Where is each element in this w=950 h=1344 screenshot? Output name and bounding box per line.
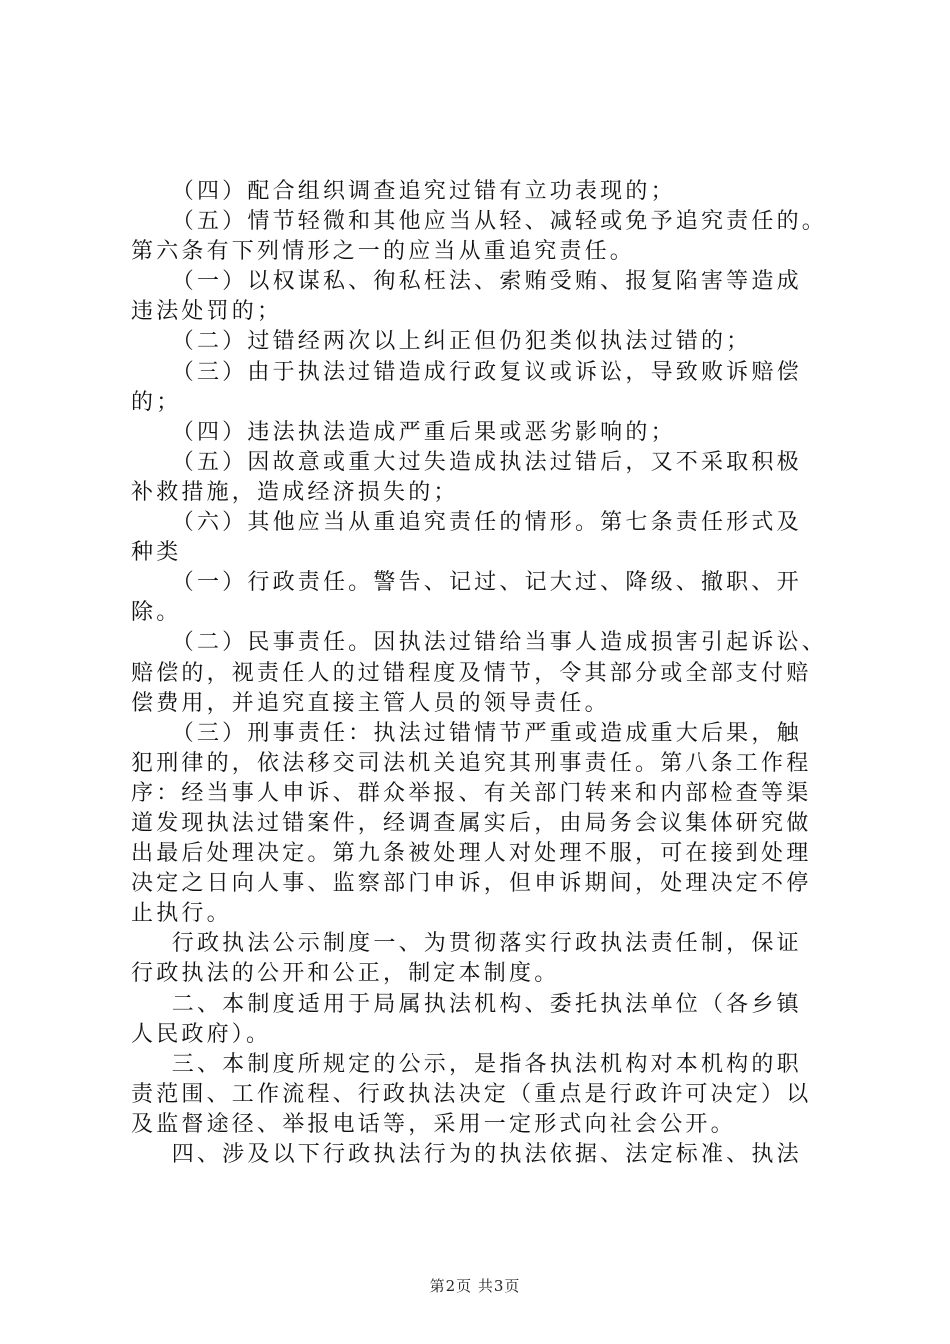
text-line: 除。 — [131, 600, 182, 626]
text-line: （四）配合组织调查追究过错有立功表现的； — [131, 179, 676, 204]
text-line: 责范围、工作流程、行政执法决定（重点是行政许可决定）以 — [131, 1081, 812, 1107]
text-line: 违法处罚的； — [131, 299, 283, 325]
text-line: （五）因故意或重大过失造成执法过错后，又不采取积极 — [131, 449, 802, 475]
text-line: 的； — [131, 389, 182, 415]
page-footer: 第2页 共3页 — [429, 1277, 521, 1295]
text-line: 第六条有下列情形之一的应当从重追究责任。 — [131, 239, 636, 265]
text-line: （五）情节轻微和其他应当从轻、减轻或免予追究责任的。 — [131, 209, 827, 235]
text-line: 决定之日向人事、监察部门申诉，但申诉期间，处理决定不停 — [131, 871, 812, 897]
text-line: （三）由于执法过错造成行政复议或诉讼，导致败诉赔偿 — [131, 359, 802, 385]
text-line: （六）其他应当从重追究责任的情形。第七条责任形式及 — [131, 510, 802, 536]
text-line: 赔偿的，视责任人的过错程度及情节，令其部分或全部支付赔 — [131, 660, 812, 686]
text-line: 道发现执法过错案件，经调查属实后，由局务会议集体研究做 — [131, 810, 812, 836]
text-line: 人民政府）。 — [131, 1021, 272, 1047]
document-body — [131, 177, 836, 1170]
text-line: 行政执法的公开和公正，制定本制度。 — [131, 961, 560, 987]
text-line: 偿费用，并追究直接主管人员的领导责任。 — [131, 690, 610, 716]
text-line: （二）过错经两次以上纠正但仍犯类似执法过错的； — [131, 329, 752, 355]
text-line: 三、本制度所规定的公示，是指各执法机构对本机构的职 — [131, 1051, 802, 1077]
text-line: 序：经当事人申诉、群众举报、有关部门转来和内部检查等渠 — [131, 780, 812, 806]
text-line: 止执行。 — [131, 901, 232, 927]
text-line: 二、本制度适用于局属执法机构、委托执法单位（各乡镇 — [131, 991, 802, 1017]
text-line: 行政执法公示制度一、为贯彻落实行政执法责任制，保证 — [131, 931, 802, 957]
text-line: （一）以权谋私、徇私枉法、索贿受贿、报复陷害等造成 — [131, 269, 802, 295]
text-line: 及监督途径、举报电话等，采用一定形式向社会公开。 — [131, 1111, 736, 1137]
text-line: （一）行政责任。警告、记过、记大过、降级、撤职、开 — [131, 570, 802, 596]
text-line: （四）违法执法造成严重后果或恶劣影响的； — [131, 419, 676, 445]
text-line: （二）民事责任。因执法过错给当事人造成损害引起诉讼、 — [131, 630, 827, 656]
text-line: 种类 — [131, 540, 182, 566]
text-line: 四、涉及以下行政执法行为的执法依据、法定标准、执法 — [131, 1142, 802, 1167]
text-line: 补救措施，造成经济损失的； — [131, 479, 459, 505]
text-line: 犯刑律的，依法移交司法机关追究其刑事责任。第八条工作程 — [131, 750, 812, 776]
text-line: （三）刑事责任：执法过错情节严重或造成重大后果，触 — [131, 720, 802, 746]
text-line: 出最后处理决定。第九条被处理人对处理不服，可在接到处理 — [131, 841, 812, 867]
